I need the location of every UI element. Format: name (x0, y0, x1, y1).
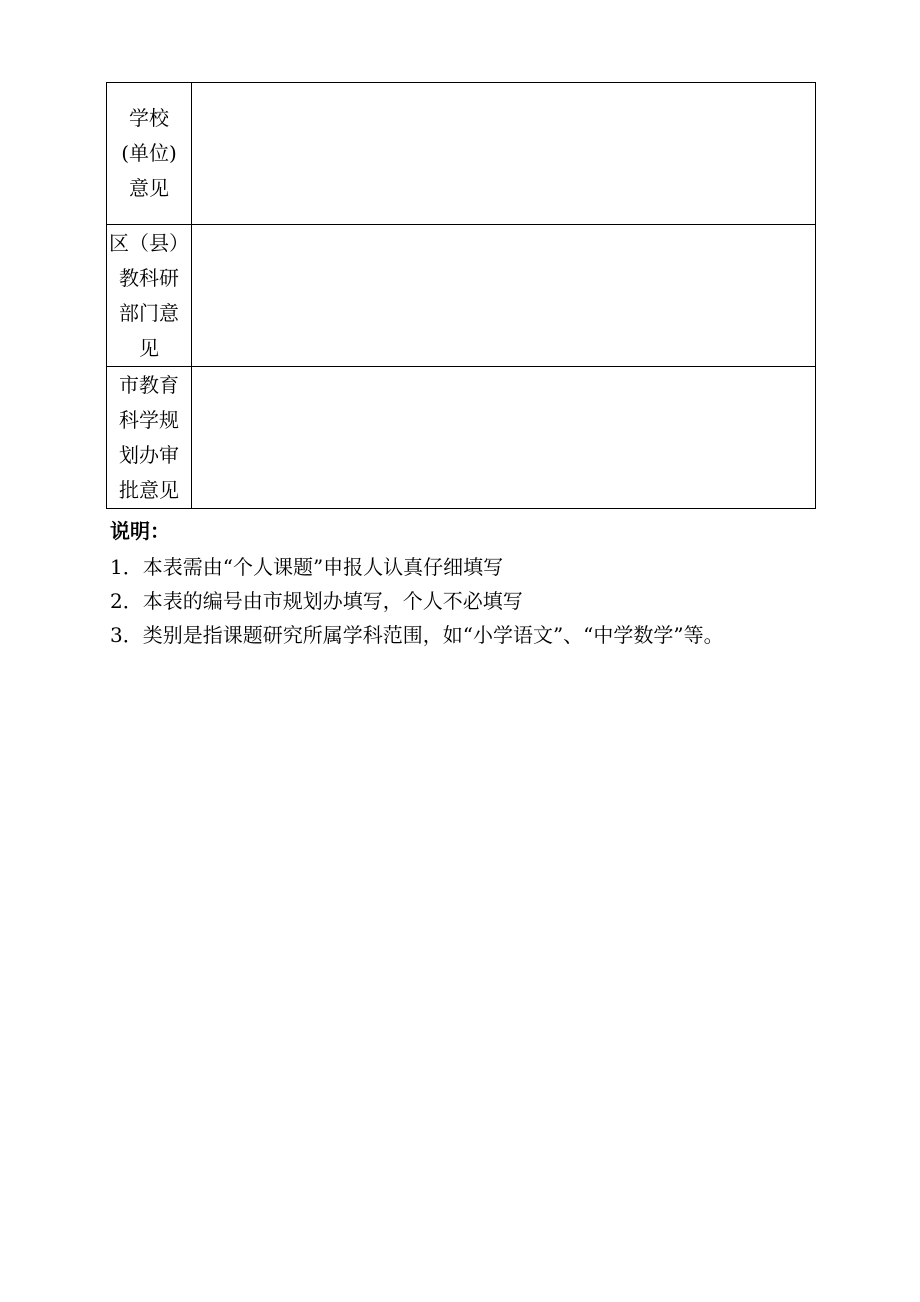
notes-item (110, 584, 890, 618)
notes-section (110, 516, 890, 652)
school-opinion-field[interactable] (192, 83, 816, 225)
label-line: 意见 (129, 176, 169, 200)
school-opinion-row (107, 83, 816, 225)
label-line: (单位) (121, 141, 177, 165)
notes-item-number: 1． (110, 555, 143, 579)
label-line: 划办审 (119, 442, 179, 467)
notes-item-text: 本表的编号由市规划办填写，个人不必填写 (142, 589, 523, 613)
opinion-table (106, 82, 816, 509)
district-opinion-row (107, 225, 816, 367)
label-line: 科学规 (119, 407, 179, 432)
notes-item-number: 2． (110, 589, 143, 613)
label-line: 学校 (129, 106, 169, 130)
district-opinion-field[interactable] (192, 225, 816, 367)
city-opinion-label (107, 367, 192, 509)
notes-item-text: 类别是指课题研究所属学科范围，如“小学语文”、“中学数学”等。 (142, 623, 724, 647)
notes-item-text: 本表需由“个人课题”申报人认真仔细填写 (142, 555, 504, 579)
label-line: 部门意 (119, 300, 179, 325)
notes-item (110, 618, 890, 652)
label-line: 见 (139, 335, 159, 360)
notes-item-number: 3． (110, 623, 143, 647)
notes-item (110, 550, 890, 584)
label-line: 区（县） (109, 230, 189, 255)
label-line: 批意见 (119, 477, 179, 502)
district-opinion-label (107, 225, 192, 367)
school-opinion-label (107, 83, 192, 225)
label-line: 市教育 (119, 372, 179, 397)
city-opinion-field[interactable] (192, 367, 816, 509)
notes-title: 说明： (110, 519, 170, 543)
label-line: 教科研 (119, 265, 179, 290)
city-opinion-row (107, 367, 816, 509)
